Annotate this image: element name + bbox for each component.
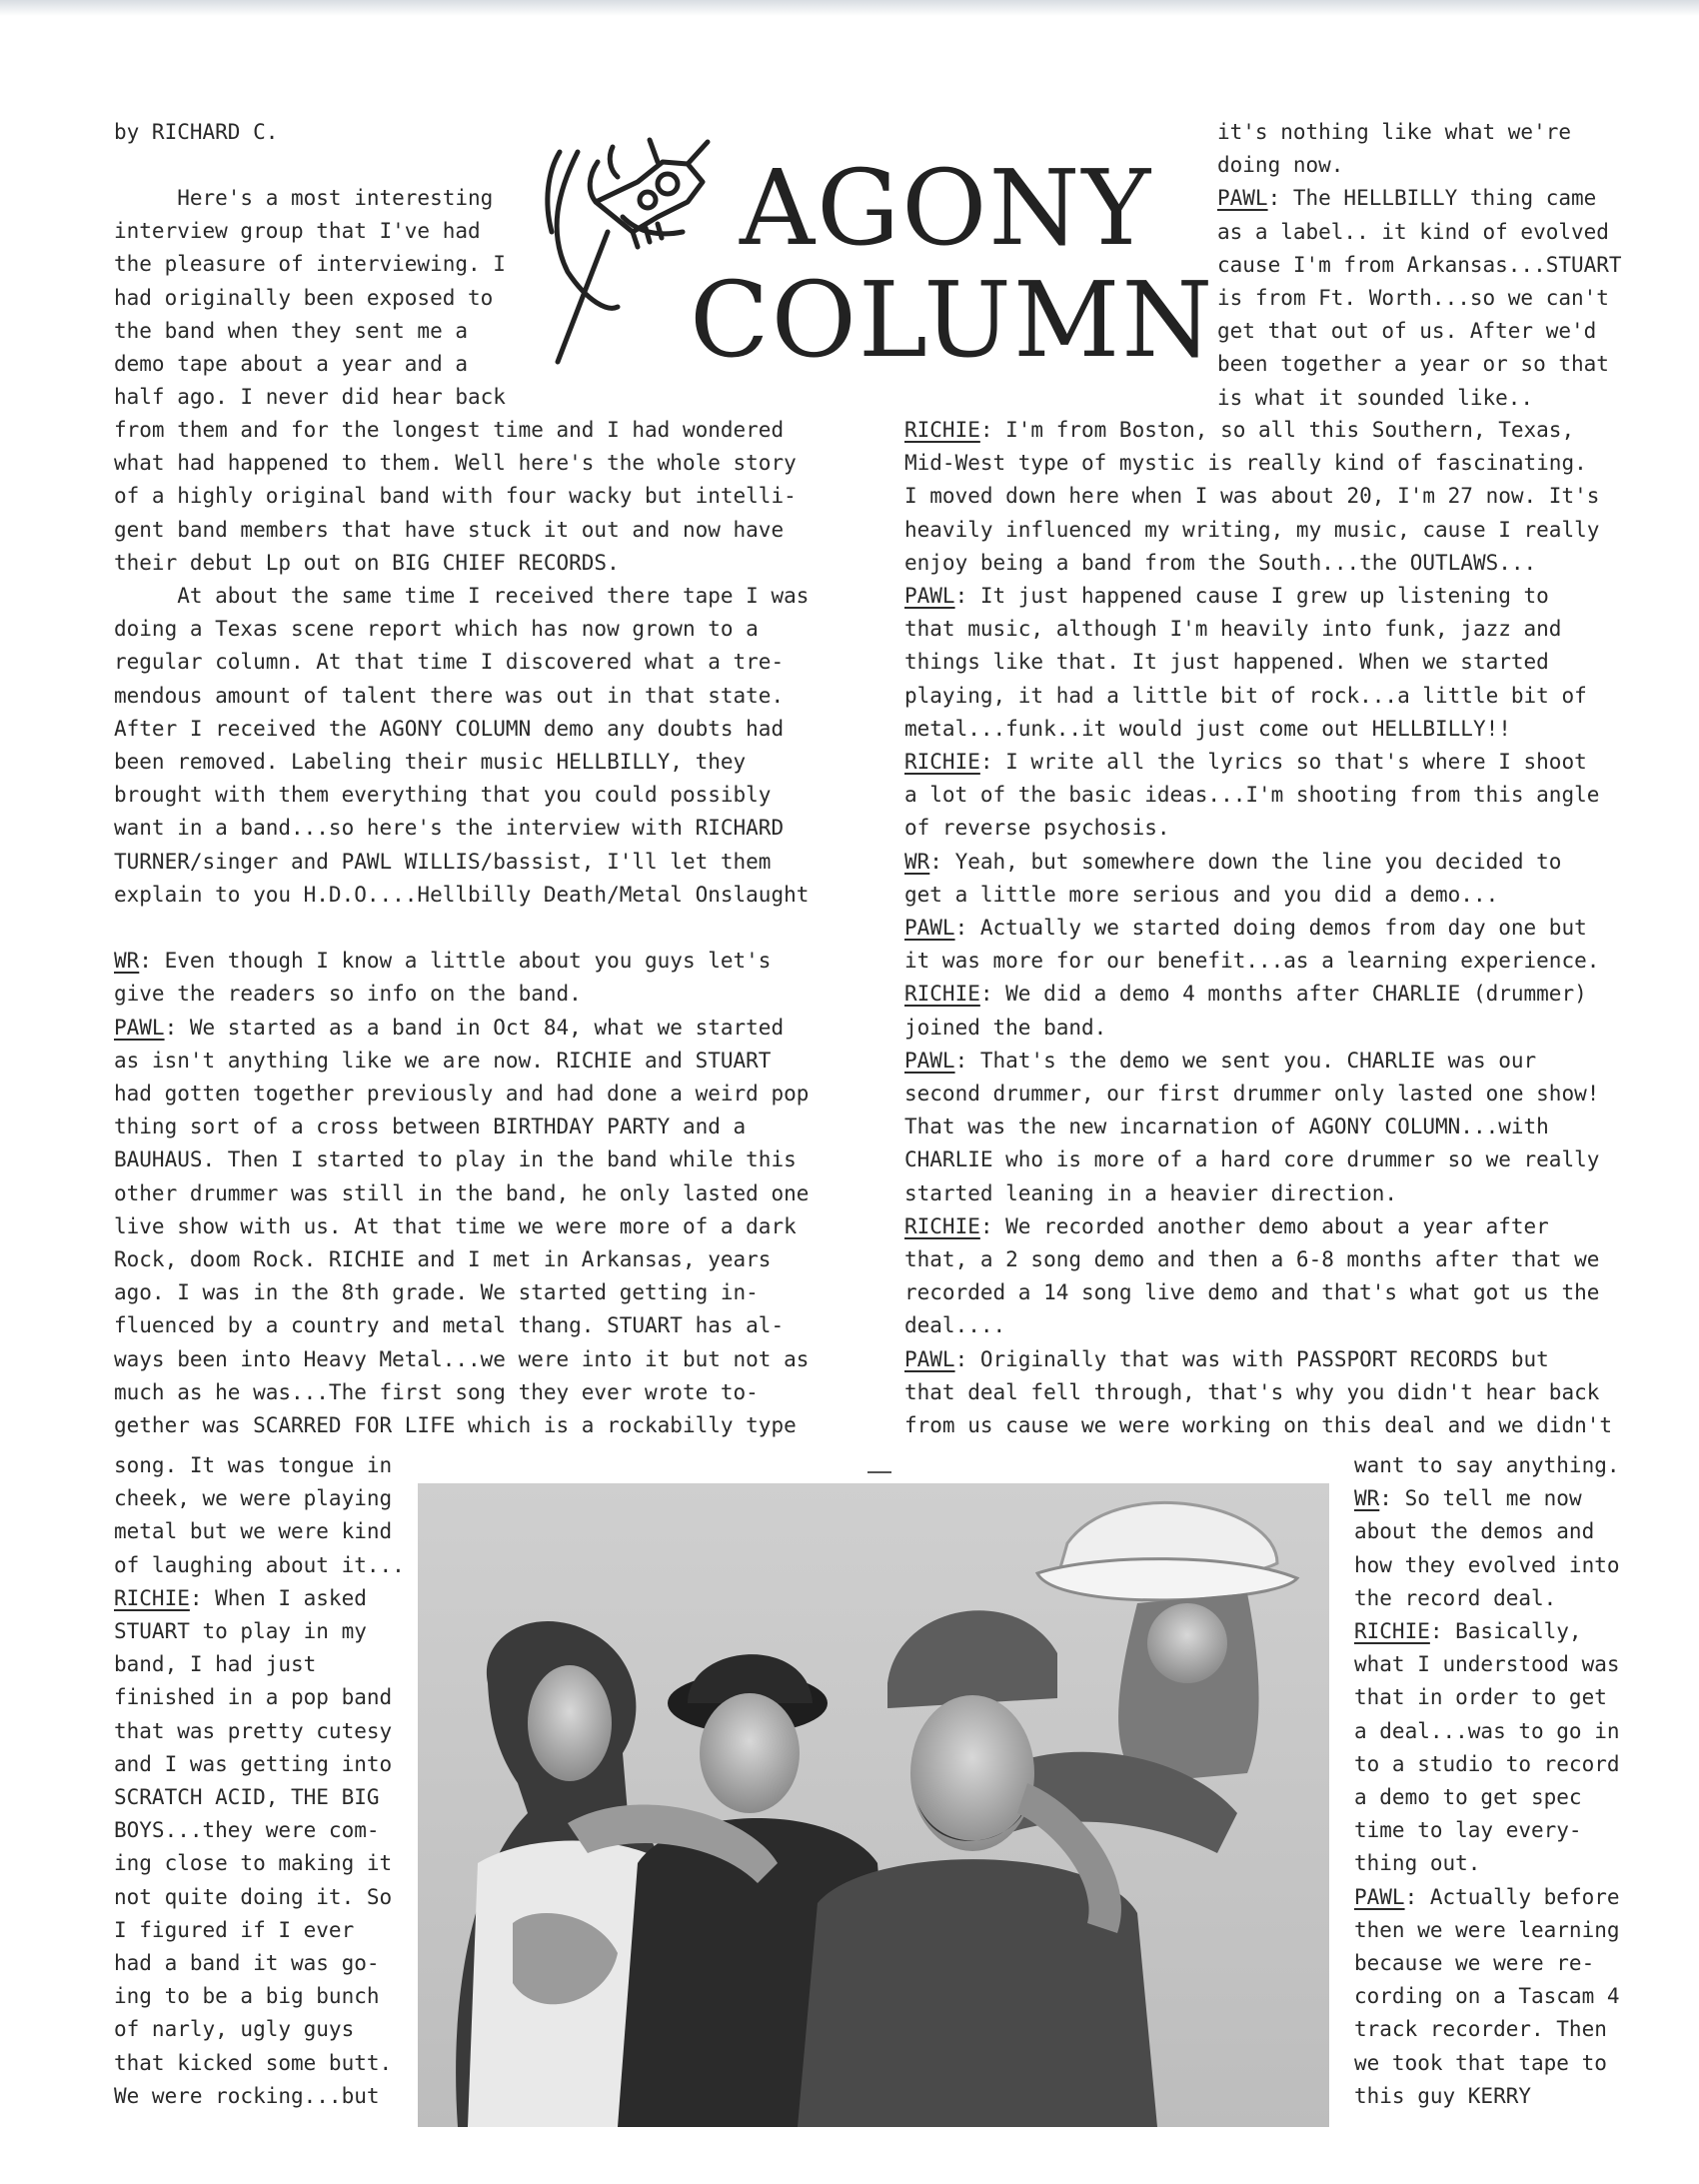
text-line — [1217, 182, 1622, 215]
text-line — [114, 1045, 809, 1078]
text-line — [114, 1515, 405, 1548]
line-text: how they evolved into — [1354, 1552, 1620, 1577]
line-text: BOYS...they were com- — [114, 1818, 380, 1843]
line-text: time to lay every- — [1354, 1818, 1582, 1843]
text-line — [114, 1409, 809, 1442]
line-text: TURNER/singer and PAWL WILLIS/bassist, I'll let them — [114, 849, 772, 874]
text-line — [114, 447, 809, 480]
text-line — [1354, 1482, 1620, 1515]
agony-column-logo — [538, 122, 1217, 381]
scan-mark — [867, 1471, 891, 1473]
line-text: thing sort of a cross between BIRTHDAY PARTY and a — [114, 1114, 747, 1139]
line-text: : The HELLBILLY thing came — [1267, 186, 1597, 211]
text-line — [1354, 1814, 1620, 1847]
line-text: joined the band. — [904, 1015, 1107, 1040]
line-text: a deal...was to go in — [1354, 1718, 1620, 1743]
speaker-label: RICHIE — [114, 1585, 190, 1610]
text-line: the pleasure of interviewing. I — [114, 252, 506, 277]
text-line — [114, 547, 809, 580]
line-text: : When I asked — [189, 1585, 367, 1610]
text-line — [114, 1078, 809, 1110]
line-text: finished in a pop band — [114, 1685, 393, 1710]
text-line — [1354, 2080, 1620, 2113]
line-text: ways been into Heavy Metal...we were into it but not as — [114, 1346, 810, 1371]
text-line — [1354, 1582, 1620, 1615]
band-photo — [418, 1483, 1329, 2127]
text-line — [904, 912, 1612, 945]
text-line — [114, 1309, 809, 1342]
intro-text-block — [114, 182, 506, 414]
line-text: and I was getting into — [114, 1751, 393, 1776]
text-line — [904, 779, 1612, 812]
line-text: : I write all the lyrics so that's where I shoot — [979, 750, 1587, 775]
line-text: brought with them everything that you could possibly — [114, 783, 772, 808]
line-text: as isn't anything like we are now. RICHIE and STUART — [114, 1048, 772, 1073]
text-line — [114, 414, 809, 447]
line-text: song. It was tongue in — [114, 1453, 393, 1477]
speaker-label: PAWL — [904, 1346, 955, 1371]
line-text: : Yeah, but somewhere down the line you decided to — [929, 849, 1562, 874]
text-line — [1354, 1881, 1620, 1914]
text-line — [904, 1243, 1612, 1276]
text-line — [114, 1012, 809, 1045]
speaker-label: RICHIE — [904, 1213, 980, 1238]
speaker-label: WR — [1354, 1486, 1380, 1511]
line-text: : We started as a band in Oct 84, what we started — [164, 1015, 785, 1040]
text-line — [1354, 1847, 1620, 1880]
line-text: that kicked some butt. — [114, 2050, 393, 2075]
line-text: ing to be a big bunch — [114, 1984, 380, 2009]
text-line — [1217, 116, 1622, 149]
text-line — [114, 1276, 809, 1309]
speaker-label: PAWL — [1354, 1884, 1405, 1909]
text-line — [904, 879, 1612, 912]
line-text: it was more for our benefit...as a learning experience. — [904, 949, 1600, 974]
text-line — [904, 1309, 1612, 1342]
text-line — [904, 945, 1612, 978]
text-line — [114, 846, 809, 879]
text-line — [904, 1343, 1612, 1376]
text-line — [114, 1482, 405, 1515]
text-line — [114, 945, 809, 978]
line-text: : Even though I know a little about you guys let's — [139, 949, 772, 974]
text-line — [904, 846, 1612, 879]
line-text: of a highly original band with four wacky but intelli- — [114, 484, 797, 509]
line-text: of laughing about it... — [114, 1552, 405, 1577]
text-line — [114, 1947, 405, 1980]
text-line — [114, 1748, 405, 1781]
line-text: that deal fell through, that's why you didn't hear back — [904, 1379, 1600, 1404]
text-line — [1354, 1748, 1620, 1781]
text-line — [114, 1143, 809, 1176]
speaker-label: RICHIE — [904, 750, 980, 775]
right-column-text — [904, 414, 1612, 1442]
line-text: deal.... — [904, 1313, 1006, 1338]
speaker-label: WR — [904, 849, 930, 874]
line-text: That was the new incarnation of AGONY COLUMN...with — [904, 1114, 1549, 1139]
line-text: I figured if I ever — [114, 1917, 355, 1942]
text-line — [904, 1276, 1612, 1309]
line-text: band, I had just — [114, 1652, 317, 1677]
line-text: started leaning in a heavier direction. — [904, 1180, 1398, 1205]
line-text: : I'm from Boston, so all this Southern, Texas, — [979, 418, 1575, 442]
text-line — [1354, 2047, 1620, 2080]
line-text: this guy KERRY — [1354, 2083, 1532, 2108]
line-text: : It just happened cause I grew up listening to — [954, 584, 1549, 609]
text-line — [114, 879, 809, 912]
line-text: get that out of us. After we'd — [1217, 319, 1597, 344]
text-line — [904, 447, 1612, 480]
byline: by RICHARD C. — [114, 120, 279, 144]
line-text: from us cause we were working on this deal and we didn't — [904, 1413, 1613, 1438]
line-text: of narly, ugly guys — [114, 2017, 355, 2042]
line-text: BAUHAUS. Then I started to play in the band while this — [114, 1147, 797, 1172]
text-line — [904, 580, 1612, 613]
text-line — [114, 1177, 809, 1210]
text-line — [904, 414, 1612, 447]
text-line — [904, 480, 1612, 513]
line-text: to a studio to record — [1354, 1751, 1620, 1776]
line-text: heavily influenced my writing, my music, cause I really — [904, 517, 1600, 542]
text-line: demo tape about a year and a — [114, 352, 469, 377]
text-line — [114, 1881, 405, 1914]
text-line — [904, 1078, 1612, 1110]
text-line — [904, 646, 1612, 679]
text-line — [904, 713, 1612, 746]
line-text: thing out. — [1354, 1851, 1481, 1876]
line-text: After I received the AGONY COLUMN demo any doubts had — [114, 716, 785, 741]
line-text: what I understood was — [1354, 1652, 1620, 1677]
line-text: At about the same time I received there tape I was — [114, 584, 810, 609]
speaker-label: PAWL — [904, 916, 955, 941]
title-column: COLUMN — [690, 259, 1215, 381]
text-line — [1354, 1681, 1620, 1714]
text-line — [1354, 2013, 1620, 2046]
text-line: the band when they sent me a — [114, 318, 469, 343]
text-line — [904, 1376, 1612, 1409]
text-line — [1354, 1914, 1620, 1947]
text-line — [114, 1110, 809, 1143]
line-text: is what it sounded like.. — [1217, 385, 1534, 410]
text-line — [1354, 1515, 1620, 1548]
text-line — [114, 480, 809, 513]
line-text: of reverse psychosis. — [904, 816, 1170, 841]
line-text: a lot of the basic ideas...I'm shooting from this angle — [904, 783, 1600, 808]
text-line — [1217, 348, 1622, 381]
text-line — [904, 1210, 1612, 1243]
text-line — [114, 1980, 405, 2013]
speaker-label: PAWL — [904, 1048, 955, 1073]
text-line — [114, 1615, 405, 1648]
line-text: that, a 2 song demo and then a 6-8 months after that we — [904, 1247, 1600, 1272]
speaker-label: RICHIE — [1354, 1619, 1430, 1644]
line-text: it's nothing like what we're — [1217, 120, 1572, 144]
line-text: fluenced by a country and metal thang. STUART has al- — [114, 1313, 785, 1338]
text-line — [1354, 1947, 1620, 1980]
line-text: their debut Lp out on BIG CHIEF RECORDS. — [114, 550, 620, 575]
line-text: what had happened to them. Well here's the whole story — [114, 451, 797, 476]
line-text: Mid-West type of mystic is really kind of fascinating. — [904, 451, 1587, 476]
line-text: because we were re- — [1354, 1951, 1595, 1976]
text-line — [114, 1648, 405, 1681]
line-text: : That's the demo we sent you. CHARLIE was our — [954, 1048, 1537, 1073]
text-line — [114, 1376, 809, 1409]
line-text: cause I'm from Arkansas...STUART — [1217, 252, 1622, 277]
text-line — [114, 613, 809, 646]
line-text: that was pretty cutesy — [114, 1718, 393, 1743]
line-text: gent band members that have stuck it out and now have — [114, 517, 785, 542]
line-text: want to say anything. — [1354, 1453, 1620, 1477]
line-text: recorded a 14 song live demo and that's what got us the — [904, 1280, 1600, 1305]
text-line — [1217, 216, 1622, 249]
line-text: get a little more serious and you did a demo... — [904, 882, 1499, 907]
speaker-label: PAWL — [114, 1015, 165, 1040]
line-text: SCRATCH ACID, THE BIG — [114, 1785, 380, 1810]
line-text: the record deal. — [1354, 1585, 1557, 1610]
line-text: We were rocking...but — [114, 2083, 380, 2108]
line-text: from them and for the longest time and I had wondered — [114, 418, 785, 442]
text-line — [904, 1177, 1612, 1210]
line-text: explain to you H.D.O....Hellbilly Death/Metal Onslaught — [114, 882, 810, 907]
text-line — [904, 1045, 1612, 1078]
text-line — [1354, 1781, 1620, 1814]
line-text: second drummer, our first drummer only lasted one show! — [904, 1082, 1600, 1106]
text-line — [1217, 315, 1622, 348]
text-line — [904, 1110, 1612, 1143]
text-line — [114, 580, 809, 613]
line-text — [114, 916, 127, 940]
text-line — [904, 514, 1612, 547]
text-line: Here's a most interesting — [114, 186, 494, 210]
line-text: ing close to making it — [114, 1851, 393, 1876]
right-narrow-text — [1354, 1449, 1620, 2113]
text-line — [114, 912, 809, 945]
line-text: we took that tape to — [1354, 2050, 1607, 2075]
line-text: live show with us. At that time we were more of a dark — [114, 1213, 797, 1238]
line-text: that music, although I'm heavily into funk, jazz and — [904, 617, 1562, 642]
text-line — [114, 1847, 405, 1880]
line-text: give the readers so info on the band. — [114, 982, 582, 1007]
text-line — [1217, 382, 1622, 415]
text-line — [114, 1681, 405, 1714]
speaker-label: WR — [114, 949, 140, 974]
text-line — [1354, 1980, 1620, 2013]
text-line — [904, 1409, 1612, 1442]
text-line — [904, 746, 1612, 779]
line-text: metal but we were kind — [114, 1519, 393, 1544]
text-line — [114, 812, 809, 845]
left-column-text — [114, 414, 809, 1442]
text-line — [114, 978, 809, 1011]
line-text: mendous amount of talent there was out in that state. — [114, 683, 785, 708]
text-line — [904, 680, 1612, 713]
text-line — [1354, 1615, 1620, 1648]
text-line — [114, 2080, 405, 2113]
line-text: ago. I was in the 8th grade. We started getting in- — [114, 1280, 759, 1305]
text-line — [904, 1143, 1612, 1176]
line-text: : So tell me now — [1379, 1486, 1582, 1511]
text-line: had originally been exposed to — [114, 285, 494, 310]
line-text: : We did a demo 4 months after CHARLIE (drummer) — [979, 982, 1587, 1007]
text-line — [114, 1781, 405, 1814]
text-line — [1217, 149, 1622, 182]
speaker-label: PAWL — [904, 584, 955, 609]
text-line — [1217, 282, 1622, 315]
line-text: gether was SCARRED FOR LIFE which is a rockabilly type — [114, 1413, 797, 1438]
line-text: : Originally that was with PASSPORT RECORDS but — [954, 1346, 1549, 1371]
text-line: interview group that I've had — [114, 219, 481, 244]
line-text: metal...funk..it would just come out HELLBILLY!! — [904, 716, 1511, 741]
line-text: had a band it was go- — [114, 1951, 380, 1976]
text-line — [1354, 1648, 1620, 1681]
line-text: much as he was...The first song they ever wrote to- — [114, 1379, 759, 1404]
text-line — [904, 812, 1612, 845]
text-line — [114, 646, 809, 679]
text-line — [114, 1210, 809, 1243]
speaker-label: RICHIE — [904, 982, 980, 1007]
text-line — [114, 680, 809, 713]
left-narrow-text — [114, 1449, 405, 2113]
text-line — [114, 514, 809, 547]
speaker-label: RICHIE — [904, 418, 980, 442]
text-line — [114, 2047, 405, 2080]
line-text: regular column. At that time I discovered what a tre- — [114, 650, 785, 675]
text-line — [904, 978, 1612, 1011]
line-text: want in a band...so here's the interview with RICHARD — [114, 816, 785, 841]
text-line — [904, 1012, 1612, 1045]
line-text: playing, it had a little bit of rock...a little bit of — [904, 683, 1587, 708]
text-line — [1354, 1449, 1620, 1482]
text-line — [114, 1449, 405, 1482]
line-text: that in order to get — [1354, 1685, 1607, 1710]
line-text: been removed. Labeling their music HELLBILLY, they — [114, 750, 747, 775]
line-text: doing now. — [1217, 153, 1344, 178]
line-text: then we were learning — [1354, 1917, 1620, 1942]
text-line — [114, 2013, 405, 2046]
line-text: Rock, doom Rock. RICHIE and I met in Arkansas, years — [114, 1247, 772, 1272]
text-line — [114, 1343, 809, 1376]
text-line: half ago. I never did hear back — [114, 385, 506, 410]
scan-top-edge — [0, 0, 1699, 16]
line-text: : Basically, — [1429, 1619, 1582, 1644]
line-text: about the demos and — [1354, 1519, 1595, 1544]
text-line — [114, 1715, 405, 1748]
line-text: CHARLIE who is more of a hard core drummer so we really — [904, 1147, 1600, 1172]
line-text: : We recorded another demo about a year after — [979, 1213, 1549, 1238]
line-text: enjoy being a band from the South...the OUTLAWS... — [904, 550, 1537, 575]
line-text: track recorder. Then — [1354, 2017, 1607, 2042]
text-line — [114, 779, 809, 812]
text-line — [1217, 249, 1622, 282]
line-text: : Actually we started doing demos from day one but — [954, 916, 1587, 941]
title-agony: AGONY — [740, 147, 1153, 269]
text-line — [114, 1582, 405, 1615]
text-line — [114, 1914, 405, 1947]
line-text: a demo to get spec — [1354, 1785, 1582, 1810]
text-line — [114, 1549, 405, 1582]
line-text: cording on a Tascam 4 — [1354, 1984, 1620, 2009]
text-line — [114, 1814, 405, 1847]
line-text: doing a Texas scene report which has now grown to a — [114, 617, 759, 642]
line-text: is from Ft. Worth...so we can't — [1217, 286, 1609, 311]
text-line — [114, 713, 809, 746]
text-line — [1354, 1715, 1620, 1748]
line-text: cheek, we were playing — [114, 1486, 393, 1511]
line-text: STUART to play in my — [114, 1619, 367, 1644]
speaker-label: PAWL — [1217, 186, 1268, 211]
right-top-text — [1217, 116, 1622, 415]
text-line — [904, 547, 1612, 580]
line-text: as a label.. it kind of evolved — [1217, 219, 1609, 244]
line-text: not quite doing it. So — [114, 1884, 393, 1909]
text-line — [904, 613, 1612, 646]
line-text: other drummer was still in the band, he only lasted one — [114, 1180, 810, 1205]
line-text: things like that. It just happened. When we started — [904, 650, 1549, 675]
line-text: I moved down here when I was about 20, I'm 27 now. It's — [904, 484, 1600, 509]
text-line — [114, 1243, 809, 1276]
line-text: : Actually before — [1404, 1884, 1620, 1909]
line-text: been together a year or so that — [1217, 352, 1609, 377]
text-line — [114, 746, 809, 779]
line-text: had gotten together previously and had done a weird pop — [114, 1082, 810, 1106]
text-line — [1354, 1549, 1620, 1582]
